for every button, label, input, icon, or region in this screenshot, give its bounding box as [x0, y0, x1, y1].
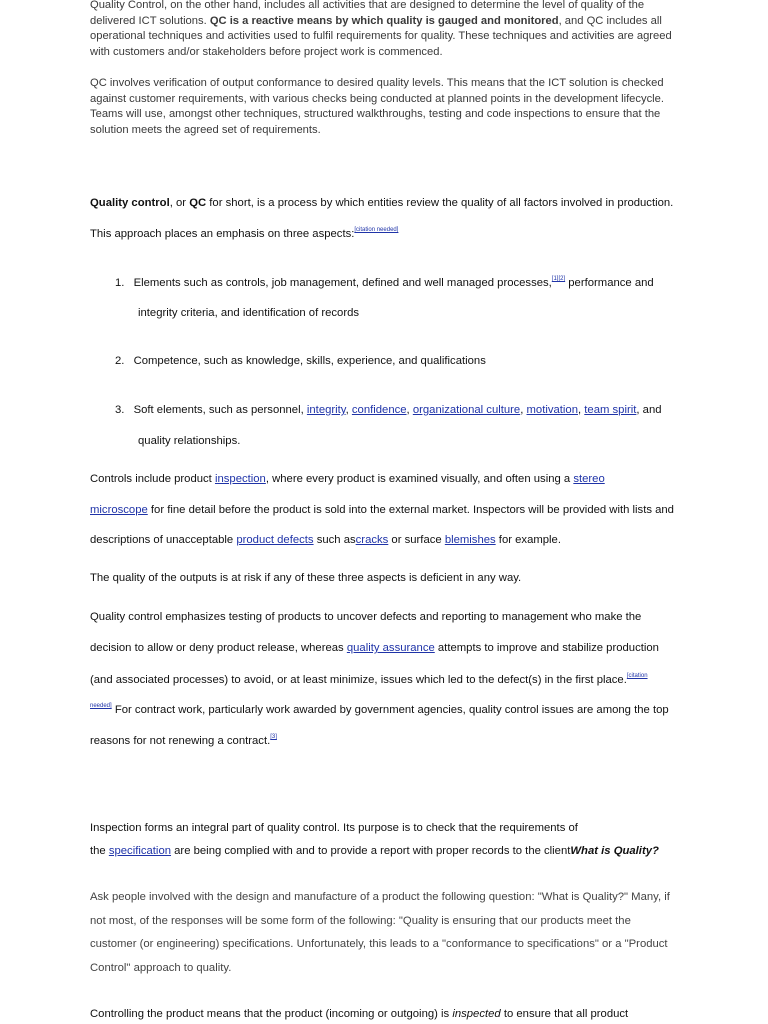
- emph-line-3: [90, 673, 690, 686]
- emph-text-e: For contract work, particularly work awarded by government agencies, quality control issues are among the top: [111, 704, 669, 716]
- emph-line-1: Quality control emphasizes testing of products to uncover defects and reporting to management who make the: [90, 611, 642, 623]
- intro-text-a: Quality Control, on the other hand, includes all activities that are designed to determine the level of quality of the delivered ICT solutions.: [90, 0, 645, 27]
- inspection-text-b: the: [90, 845, 109, 857]
- intro-paragraph-1: [90, 0, 680, 60]
- link-blemishes[interactable]: blemishes: [444, 534, 496, 546]
- link-confidence[interactable]: confidence: [351, 404, 407, 416]
- controls-text-g: for example.: [495, 534, 561, 546]
- list-item-1-text-a: Elements such as controls, job management, defined and well managed processes,: [133, 277, 552, 289]
- citation-needed-link-2b[interactable]: needed]: [90, 703, 112, 709]
- controlling-italic: inspected: [452, 1008, 501, 1020]
- intro-paragraph-2: QC involves verification of output conformance to desired quality levels. This means that the ICT solution is checked against customer requirements, with various checks being conducted at planned points in the development lifecycle. Teams will use, amongst other techniques, structured walkthroughs, testing and code inspections to ensure that the solution meets the agreed set of requirements.: [90, 77, 664, 136]
- link-microscope[interactable]: microscope: [90, 504, 148, 516]
- emph-line-2: [90, 642, 690, 654]
- def-bold-quality-control: Quality control: [90, 197, 170, 209]
- emph-text-c: attempts to improve and stabilize production: [434, 642, 659, 654]
- list-item-2: [115, 355, 486, 367]
- inspection-text-c: are being complied with and to provide a report with proper records to the client: [171, 845, 571, 857]
- citation-needed-link-2[interactable]: [citation: [626, 673, 648, 679]
- emph-line-5: [90, 734, 690, 747]
- aspects-text: This approach places an emphasis on three aspects:: [90, 228, 355, 240]
- sep: ,: [578, 404, 585, 416]
- list-item-1-text-b: performance and: [565, 277, 654, 289]
- sep: ,: [406, 404, 413, 416]
- link-product-defects[interactable]: product defects: [236, 534, 314, 546]
- controls-line-2: [90, 504, 690, 516]
- list-item-3-text-a: Soft elements, such as personnel,: [133, 404, 307, 416]
- list-item-2-text: Competence, such as knowledge, skills, experience, and qualifications: [133, 355, 486, 367]
- list-item-3: [115, 404, 662, 416]
- risk-line: The quality of the outputs is at risk if any of these three aspects is deficient in any way.: [90, 572, 522, 584]
- controlling-text-a: Controlling the product means that the product (incoming or outgoing) is: [90, 1008, 453, 1020]
- inspection-line-1: Inspection forms an integral part of quality control. Its purpose is to check that the requirements of: [90, 822, 578, 834]
- link-motivation[interactable]: motivation: [526, 404, 578, 416]
- ask-line-4: Control" approach to quality.: [90, 962, 232, 974]
- emph-text-b: decision to allow or deny product release, whereas: [90, 642, 347, 654]
- link-quality-assurance[interactable]: quality assurance: [346, 642, 435, 654]
- link-stereo-microscope[interactable]: stereo: [573, 473, 605, 485]
- ask-line-2: not most, of the responses will be some form of the following: "Quality is ensuring that our products meet the: [90, 915, 631, 927]
- controls-text-d: descriptions of unacceptable: [90, 534, 237, 546]
- aspects-line: [90, 227, 690, 240]
- ask-line-3: customer (or engineering) specifications. Unfortunately, this leads to a "conformance to specifications" or a "Product: [90, 938, 668, 950]
- def-text-2: for short, is a process by which entities review the quality of all factors involved in production.: [206, 197, 674, 209]
- controls-text-e: such as: [313, 534, 356, 546]
- emph-text-f: reasons for not renewing a contract.: [90, 735, 271, 747]
- what-is-quality-heading: What is Quality?: [570, 845, 659, 857]
- ask-line-1: Ask people involved with the design and manufacture of a product the following question: "What is Quality?" Many, if: [90, 891, 670, 903]
- controls-line-1: [90, 473, 690, 485]
- link-organizational-culture[interactable]: organizational culture: [412, 404, 521, 416]
- controlling-line: [90, 1008, 690, 1020]
- intro-bold: QC is a reactive means by which quality is gauged and monitored: [209, 14, 559, 27]
- list-item-3-continuation: quality relationships.: [138, 435, 241, 447]
- controls-text-a: Controls include product: [90, 473, 215, 485]
- citation-1-2-link[interactable]: [1][2]: [551, 276, 566, 282]
- citation-3-link[interactable]: [3]: [270, 734, 277, 740]
- link-team-spirit[interactable]: team spirit: [584, 404, 637, 416]
- def-bold-qc: QC: [189, 197, 207, 209]
- link-integrity[interactable]: integrity: [306, 404, 346, 416]
- list-number-3: 3.: [115, 404, 125, 416]
- definition-line: [90, 197, 690, 209]
- controlling-text-b: to ensure that all product: [500, 1008, 629, 1020]
- sep: ,: [520, 404, 527, 416]
- controls-line-3: [90, 534, 690, 546]
- list-item-1-continuation: integrity criteria, and identification of records: [138, 307, 360, 319]
- list-number-2: 2.: [115, 355, 125, 367]
- emph-text-d: (and associated processes) to avoid, or at least minimize, issues which led to the defect(s) in the first place.: [90, 674, 627, 686]
- citation-needed-link[interactable]: [citation needed]: [354, 227, 399, 233]
- link-specification[interactable]: specification: [108, 845, 172, 857]
- link-inspection[interactable]: inspection: [214, 473, 266, 485]
- list-number-1: 1.: [115, 277, 125, 289]
- inspection-line-2: [90, 845, 690, 857]
- list-item-1: [115, 276, 654, 289]
- list-item-3-text-b: , and: [636, 404, 662, 416]
- sep: ,: [345, 404, 352, 416]
- link-cracks[interactable]: cracks: [355, 534, 389, 546]
- def-text-1: , or: [169, 197, 190, 209]
- controls-text-c: for fine detail before the product is sold into the external market. Inspectors will be provided with lists and: [147, 504, 674, 516]
- controls-text-f: or surface: [388, 534, 445, 546]
- intro-text-b: , and QC includes all operational techniques and activities used to fulfil requirements for quality. These techniques and activities are agreed with customers and/or stakeholders before project work is commenced.: [90, 14, 672, 58]
- emph-line-4: [90, 703, 690, 716]
- controls-text-b: , where every product is examined visually, and often using a: [265, 473, 574, 485]
